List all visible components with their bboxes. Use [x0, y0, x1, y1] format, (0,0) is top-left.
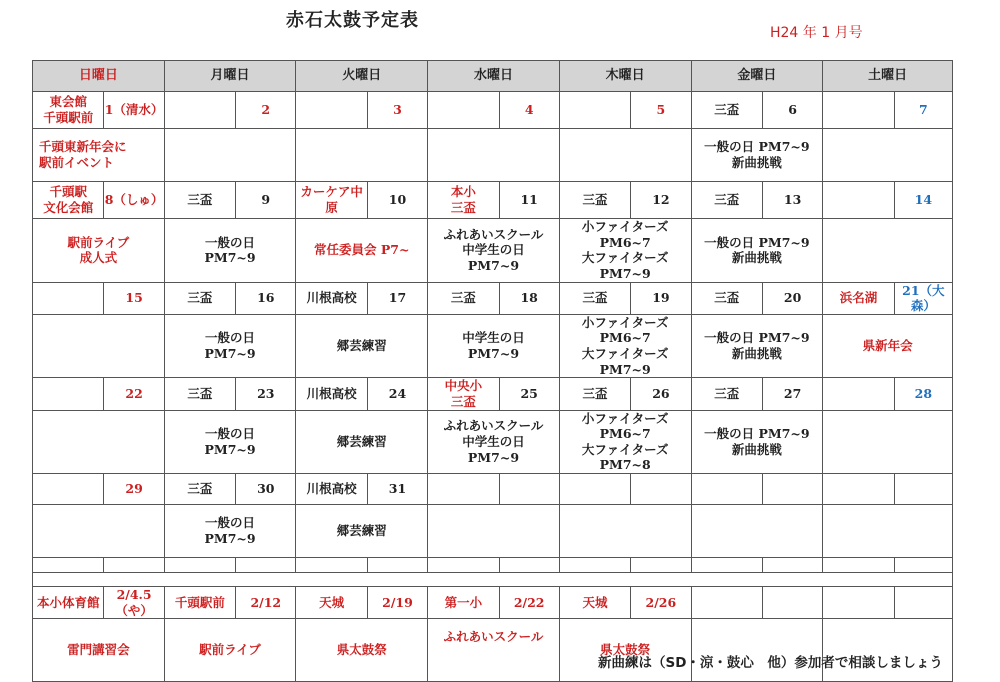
day-number	[104, 474, 164, 505]
day-venue	[428, 378, 499, 410]
day-number-text: 26	[652, 386, 670, 402]
day-venue	[296, 92, 367, 129]
day-event-text: 一般の日 PM7~9	[204, 426, 256, 457]
day-event	[823, 219, 953, 283]
preview-date	[762, 587, 822, 619]
day-number	[894, 282, 952, 314]
day-event	[559, 219, 691, 283]
day-event	[296, 219, 428, 283]
preview-date-text: 2/12	[250, 594, 282, 610]
day-venue	[296, 378, 367, 410]
preview-event-text: ふれあいスクール	[443, 629, 544, 645]
day-event	[559, 410, 691, 474]
day-number	[236, 92, 296, 129]
day-venue-text: 三盃	[187, 386, 213, 402]
preview-date	[631, 587, 691, 619]
empty-cell	[428, 558, 499, 573]
empty-cell	[104, 558, 164, 573]
day-venue	[691, 282, 762, 314]
day-number	[631, 182, 691, 219]
day-event	[164, 219, 296, 283]
preview-venue	[559, 587, 630, 619]
schedule-table	[32, 60, 953, 682]
week-event-row	[33, 129, 953, 182]
day-event	[33, 410, 165, 474]
day-event-text: 郷芸練習	[336, 433, 387, 449]
preview-date	[367, 587, 427, 619]
preview-event-text: 県太鼓祭	[336, 642, 387, 658]
day-event-text: ふれあいスクール 中学生の日 PM7~9	[443, 418, 544, 465]
day-number	[894, 474, 952, 505]
preview-event-text: 県太鼓祭	[600, 642, 651, 658]
day-number	[367, 282, 427, 314]
day-number-text: 19	[652, 290, 670, 306]
day-event-text: 小ファイターズ PM6~7 大ファイターズ PM7~9	[581, 314, 669, 377]
day-event	[164, 410, 296, 474]
day-venue-text: 三盃	[187, 192, 213, 208]
preview-venue-text: 天城	[319, 594, 345, 610]
day-event	[296, 129, 428, 182]
preview-venue	[823, 587, 894, 619]
day-number-text: 29	[125, 481, 143, 497]
page-title: 赤石太鼓予定表	[286, 10, 419, 31]
weekday-header: 日曜日	[33, 61, 165, 92]
day-number-text: 9	[261, 192, 271, 208]
day-number	[762, 474, 822, 505]
day-number	[499, 282, 559, 314]
day-number	[236, 474, 296, 505]
week-event-row	[33, 505, 953, 558]
empty-cell	[367, 558, 427, 573]
empty-row	[33, 573, 953, 587]
day-event	[428, 129, 560, 182]
day-number-text: 25	[520, 386, 538, 402]
day-event-text: 一般の日 PM7~9 新曲挑戦	[704, 234, 810, 266]
week-date-row	[33, 182, 953, 219]
day-venue	[33, 92, 104, 129]
day-venue-text: 三盃	[714, 192, 740, 208]
day-number-text: 17	[388, 290, 407, 306]
week-date-row	[33, 474, 953, 505]
day-number-text: 31	[388, 481, 407, 497]
day-number	[894, 378, 952, 410]
day-venue	[33, 282, 104, 314]
day-event-text: 一般の日 PM7~9 新曲挑戦	[704, 330, 810, 361]
day-number-text: 27	[783, 386, 802, 402]
day-event-text: 郷芸練習	[336, 523, 387, 539]
day-number-text: 12	[652, 192, 670, 208]
preview-venue	[428, 587, 499, 619]
preview-venue	[164, 587, 235, 619]
preview-event	[296, 619, 428, 682]
weekday-header: 月曜日	[164, 61, 296, 92]
day-venue	[691, 92, 762, 129]
day-event-text: 一般の日 PM7~9	[204, 234, 256, 266]
day-event	[823, 505, 953, 558]
day-number	[631, 92, 691, 129]
day-venue	[164, 378, 235, 410]
day-number	[762, 282, 822, 314]
day-number	[104, 92, 164, 129]
day-number-text: 1（清水）	[104, 102, 164, 118]
day-event-text: 常任委員会 P7~	[314, 242, 410, 258]
day-number	[236, 282, 296, 314]
day-number	[762, 182, 822, 219]
day-event	[296, 410, 428, 474]
day-venue	[164, 92, 235, 129]
day-number	[894, 92, 952, 129]
day-venue-text: 三盃	[187, 481, 213, 497]
footer-note: 新曲練は（SD・涼・鼓心 他）参加者で相談しましょう	[598, 655, 943, 671]
day-event	[428, 314, 560, 378]
day-number	[894, 182, 952, 219]
day-number-text: 6	[788, 102, 797, 118]
day-venue-text: 三盃	[450, 290, 476, 306]
day-event	[691, 410, 823, 474]
day-number-text: 15	[125, 290, 143, 306]
weekday-header: 木曜日	[559, 61, 691, 92]
empty-row	[33, 558, 953, 573]
preview-event-text: 雷門講習会	[67, 642, 130, 658]
day-number	[631, 474, 691, 505]
preview-date-row	[33, 587, 953, 619]
day-number-text: 16	[257, 290, 275, 306]
day-venue-text: 三盃	[714, 290, 740, 306]
day-number-text: 21（大森）	[902, 282, 945, 314]
empty-cell	[499, 558, 559, 573]
day-venue-text: 三盃	[714, 386, 740, 402]
week-event-row	[33, 219, 953, 283]
day-venue-text: 中央小 三盃	[444, 378, 483, 409]
day-event	[559, 505, 691, 558]
day-number-text: 18	[520, 290, 538, 306]
preview-date	[894, 587, 952, 619]
day-venue-text: 本小 三盃	[450, 184, 476, 215]
preview-date-text: 2/22	[513, 594, 545, 610]
empty-cell	[691, 558, 762, 573]
day-event-text: 一般の日 PM7~9	[204, 515, 256, 546]
empty-cell	[894, 558, 952, 573]
preview-date	[104, 587, 164, 619]
day-venue	[33, 474, 104, 505]
day-venue	[428, 182, 499, 219]
day-number-text: 20	[783, 290, 802, 306]
week-date-row	[33, 282, 953, 314]
day-number-text: 4	[524, 102, 534, 118]
day-number-text: 14	[914, 192, 933, 208]
day-event-text: 一般の日 PM7~9	[204, 330, 256, 361]
day-event-text: 郷芸練習	[336, 338, 387, 354]
day-number	[104, 378, 164, 410]
day-venue	[691, 378, 762, 410]
day-number-text: 11	[520, 192, 538, 208]
day-event-text: ふれあいスクール 中学生の日 PM7~9	[443, 226, 544, 274]
weekday-header: 金曜日	[691, 61, 823, 92]
day-venue-text: 浜名湖	[839, 290, 878, 306]
day-number	[499, 92, 559, 129]
empty-cell	[164, 558, 235, 573]
day-number-text: 23	[257, 386, 275, 402]
day-venue	[823, 182, 894, 219]
day-event-text: 小ファイターズ PM6~7 大ファイターズ PM7~9	[581, 219, 669, 281]
day-number-text: 8（しゅ）	[104, 192, 164, 208]
day-event	[691, 314, 823, 378]
day-number-text: 2	[261, 102, 271, 118]
day-number	[762, 92, 822, 129]
day-venue-text: 三盃	[714, 102, 740, 118]
day-event	[33, 129, 165, 182]
empty-cell	[33, 558, 104, 573]
day-event	[691, 129, 823, 182]
day-event	[428, 219, 560, 283]
day-event	[559, 129, 691, 182]
day-venue	[296, 182, 367, 219]
day-number	[631, 282, 691, 314]
preview-event-text: 駅前ライブ	[199, 642, 261, 658]
day-event	[33, 314, 165, 378]
empty-cell	[33, 573, 953, 587]
day-venue	[296, 282, 367, 314]
day-venue-text: 川根高校	[306, 481, 357, 497]
day-number-text: 24	[388, 386, 407, 402]
empty-cell	[236, 558, 296, 573]
day-event	[691, 505, 823, 558]
day-venue-text: 東会館 千頭駅前	[43, 94, 94, 125]
day-venue-text: 三盃	[582, 290, 608, 306]
weekday-header-row	[33, 61, 953, 92]
day-number-text: 7	[918, 102, 928, 118]
day-venue	[559, 282, 630, 314]
day-event	[164, 314, 296, 378]
day-number-text: 10	[388, 192, 407, 208]
preview-venue-text: 第一小	[444, 594, 483, 610]
day-number-text: 30	[257, 481, 275, 497]
day-event	[823, 314, 953, 378]
day-venue-text: 三盃	[582, 192, 608, 208]
day-number-text: 5	[656, 102, 666, 118]
weekday-header: 水曜日	[428, 61, 560, 92]
day-venue	[164, 182, 235, 219]
day-venue	[823, 378, 894, 410]
day-number	[499, 378, 559, 410]
day-event-text: 中学生の日 PM7~9	[462, 330, 525, 361]
empty-cell	[296, 558, 367, 573]
day-venue	[823, 92, 894, 129]
day-venue	[559, 474, 630, 505]
preview-date	[499, 587, 559, 619]
day-venue	[428, 282, 499, 314]
weekday-header: 火曜日	[296, 61, 428, 92]
day-venue	[296, 474, 367, 505]
day-event	[296, 505, 428, 558]
day-event-text: 千頭東新年会に 駅前イベント	[39, 139, 127, 170]
week-event-row	[33, 314, 953, 378]
day-number	[631, 378, 691, 410]
preview-venue-text: 本小体育館	[36, 594, 100, 610]
week-date-row	[33, 92, 953, 129]
preview-venue	[691, 587, 762, 619]
day-event	[33, 219, 165, 283]
day-venue-text: 千頭駅 文化会館	[43, 184, 94, 215]
day-venue-text: 川根高校	[306, 386, 357, 402]
day-number	[499, 474, 559, 505]
day-event	[296, 314, 428, 378]
preview-venue-text: 千頭駅前	[174, 594, 225, 610]
day-event	[164, 505, 296, 558]
day-venue-text: カーケア中原	[300, 184, 363, 215]
preview-date-text: 2/26	[645, 594, 677, 610]
day-number-text: 22	[125, 386, 143, 402]
day-venue	[559, 92, 630, 129]
day-venue	[33, 182, 104, 219]
day-venue	[428, 92, 499, 129]
day-event-text: 県新年会	[862, 338, 913, 354]
day-venue-text: 川根高校	[306, 290, 357, 306]
day-venue	[691, 474, 762, 505]
weekday-header: 土曜日	[823, 61, 953, 92]
preview-venue	[33, 587, 104, 619]
day-number	[499, 182, 559, 219]
day-event-text: 一般の日 PM7~9 新曲挑戦	[704, 139, 810, 170]
empty-cell	[762, 558, 822, 573]
day-venue	[559, 378, 630, 410]
preview-event	[33, 619, 165, 682]
day-venue	[428, 474, 499, 505]
day-number-text: 13	[783, 192, 802, 208]
preview-date-text: 2/4.5 （や）	[115, 587, 153, 618]
day-number	[367, 378, 427, 410]
preview-date	[236, 587, 296, 619]
day-venue-text: 三盃	[187, 290, 213, 306]
day-event-text: 小ファイターズ PM6~7 大ファイターズ PM7~8	[581, 410, 669, 473]
day-number-text: 3	[393, 102, 402, 118]
day-number-text: 28	[914, 386, 933, 402]
day-number	[236, 182, 296, 219]
day-venue	[164, 282, 235, 314]
day-venue	[164, 474, 235, 505]
day-number	[367, 182, 427, 219]
preview-venue	[296, 587, 367, 619]
empty-cell	[823, 558, 894, 573]
day-event	[559, 314, 691, 378]
day-event-text: 一般の日 PM7~9 新曲挑戦	[704, 426, 810, 457]
preview-event	[164, 619, 296, 682]
day-venue	[691, 182, 762, 219]
day-number	[104, 282, 164, 314]
week-date-row	[33, 378, 953, 410]
day-event	[691, 219, 823, 283]
day-number	[104, 182, 164, 219]
day-event	[428, 505, 560, 558]
preview-event	[428, 619, 560, 682]
day-venue-text: 三盃	[582, 386, 608, 402]
day-event-text: 駅前ライブ 成人式	[67, 234, 130, 266]
preview-date-text: 2/19	[382, 594, 413, 610]
day-event	[823, 410, 953, 474]
day-number	[762, 378, 822, 410]
issue-label: H24 年 1 月号	[770, 25, 863, 41]
day-event	[164, 129, 296, 182]
week-event-row	[33, 410, 953, 474]
day-event	[823, 129, 953, 182]
day-event	[33, 505, 165, 558]
day-event	[428, 410, 560, 474]
day-number	[236, 378, 296, 410]
day-number	[367, 92, 427, 129]
empty-cell	[559, 558, 630, 573]
day-venue	[33, 378, 104, 410]
day-venue	[823, 474, 894, 505]
day-number	[367, 474, 427, 505]
preview-venue-text: 天城	[582, 594, 608, 610]
day-venue	[559, 182, 630, 219]
day-venue	[823, 282, 894, 314]
empty-cell	[631, 558, 691, 573]
